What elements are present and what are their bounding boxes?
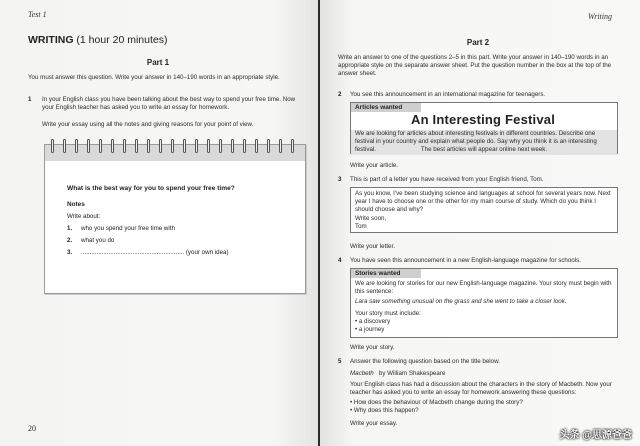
- spiral-ring: [135, 139, 138, 153]
- spiral-ring: [51, 139, 54, 153]
- letter-box: [350, 187, 618, 233]
- spiral-ring: [255, 139, 258, 153]
- q3-text: This is part of a letter you have received from your English friend, Tom.: [350, 176, 544, 183]
- spiral-ring: [123, 139, 126, 153]
- articles-box-footer: The best articles will appear online next week.: [420, 146, 548, 153]
- section-header: Writing: [587, 12, 612, 21]
- q5-body: Your English class has had a discussion about the characters in the story of Macbeth. Now your teacher has asked you to write an essay for homework answering these questions:: [350, 381, 612, 397]
- spiral-ring: [159, 139, 162, 153]
- book-line: [350, 370, 445, 378]
- spiral-ring: [267, 139, 270, 153]
- spiral-ring: [147, 139, 150, 153]
- watermark: 头条 @思源爸爸: [559, 430, 632, 441]
- articles-box-head: Articles wanted: [351, 103, 421, 112]
- spiral-ring: [219, 139, 222, 153]
- q3-write: Write your letter.: [350, 243, 395, 250]
- stories-box-body: We are looking for stories for our new English-language magazine. Your story must begin with this sentence:: [355, 280, 612, 296]
- notepad: [44, 144, 306, 294]
- stories-box-head: Stories wanted: [351, 269, 421, 278]
- articles-box: [350, 102, 618, 154]
- spiral-ring: [243, 139, 246, 153]
- note-number: 2.: [67, 237, 73, 244]
- q5-number: 5: [338, 358, 342, 365]
- q5-text: Answer the following question based on the title below.: [350, 358, 500, 365]
- spiral-ring: [75, 139, 78, 153]
- left-page: [0, 0, 318, 446]
- q2-number: 2: [338, 91, 342, 98]
- list-item: • a journey: [355, 326, 390, 334]
- q2-write: Write your article.: [350, 162, 399, 169]
- stories-box: [350, 268, 618, 338]
- q4-text: You have seen this announcement in a new English-language magazine for schools.: [350, 257, 581, 264]
- spiral-ring: [63, 139, 66, 153]
- stories-include: Your story must include:: [355, 310, 421, 317]
- note-number: 3.: [67, 249, 73, 256]
- note-item: ............................................................ (your own idea): [81, 249, 229, 256]
- book-title: Macbeth: [350, 370, 374, 377]
- part2-title: Part 2: [466, 38, 490, 47]
- part1-intro: You must answer this question. Write your answer in 140–190 words in an appropriate style.: [28, 74, 280, 81]
- spiral-ring: [207, 139, 210, 153]
- q4-number: 4: [338, 257, 342, 264]
- stories-sentence: Lara saw something unusual on the grass and she went to take a closer look.: [355, 298, 567, 305]
- spiral-ring: [195, 139, 198, 153]
- page-number: 20: [28, 424, 36, 433]
- articles-box-body: We are looking for articles about interesting festivals in different countries. Describe one festival in your country and explain what people do. Say why you think it is an interesting festival.: [351, 130, 617, 155]
- festival-title: An Interesting Festival: [411, 112, 556, 127]
- list-item: • How does the behaviour of Macbeth change during the story?: [350, 399, 620, 407]
- q1-number: 1: [28, 96, 32, 103]
- notes-heading: Notes: [67, 201, 85, 208]
- notepad-band: [45, 145, 305, 161]
- title-bold: WRITING: [28, 34, 74, 46]
- q2-text: You see this announcement in an international magazine for teenagers.: [350, 91, 546, 98]
- write-about: Write about:: [67, 213, 101, 220]
- note-number: 1.: [67, 225, 73, 232]
- title-duration: (1 hour 20 minutes): [76, 34, 168, 46]
- right-page: [320, 0, 640, 446]
- spiral-ring: [291, 139, 294, 153]
- list-item: • a discovery: [355, 318, 390, 326]
- spiral-ring: [183, 139, 186, 153]
- spiral-ring: [231, 139, 234, 153]
- list-item: • Why does this happen?: [350, 407, 620, 415]
- part1-title: Part 1: [146, 58, 170, 67]
- q5-write: Write your essay.: [350, 420, 398, 427]
- test-header: Test 1: [28, 10, 47, 19]
- q3-number: 3: [338, 176, 342, 183]
- q4-write: Write your story.: [350, 344, 395, 351]
- letter-name: Tom: [355, 222, 367, 230]
- q5-bullets: [350, 399, 620, 415]
- q1-instruction: Write your essay using all the notes and giving reasons for your point of view.: [42, 121, 254, 128]
- spiral-ring: [279, 139, 282, 153]
- stories-list: [355, 318, 390, 334]
- spiral-ring: [99, 139, 102, 153]
- spiral-ring: [87, 139, 90, 153]
- note-item: who you spend your free time with: [81, 225, 175, 232]
- section-title: [28, 34, 167, 46]
- notepad-question: What is the best way for you to spend your free time?: [67, 185, 235, 192]
- part2-intro: Write an answer to one of the questions 2–5 in this part. Write your answer in 140–190 words in an appropriate style on the separate answer sheet. Put the question number in the box at the top of the answer sheet.: [338, 54, 612, 78]
- spiral-ring: [111, 139, 114, 153]
- spiral-ring: [171, 139, 174, 153]
- note-item: what you do: [81, 237, 115, 244]
- letter-signoff: Write soon,: [355, 214, 387, 222]
- letter-body: As you know, I've been studying science and languages at school for several years now. Next year I have to choose one or the other for my main course of study. Which do you think I should choose and why?: [355, 190, 611, 214]
- book-author: by William Shakespeare: [378, 370, 446, 377]
- q1-text: In your English class you have been talking about the best way to spend your free time. Now your English teacher has asked you to write an essay for homework.: [42, 96, 296, 112]
